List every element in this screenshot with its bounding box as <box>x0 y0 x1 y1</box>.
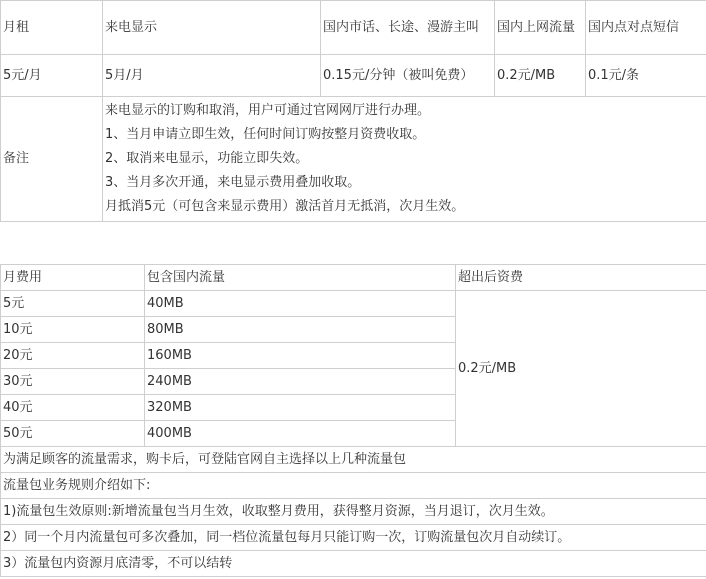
monthly-fee-cell: 50元 <box>1 421 145 447</box>
monthly-fee-cell: 40元 <box>1 395 145 421</box>
note-row <box>1 447 706 473</box>
note-row <box>1 525 706 551</box>
overage-rate-cell: 0.2元/MB <box>456 291 706 447</box>
remark-line: 1、当月申请立即生效，任何时间订购按整月资费收取。 <box>105 127 426 142</box>
included-data-cell: 40MB <box>145 291 456 317</box>
remark-line: 来电显示的订购和取消，用户可通过官网网厅进行办理。 <box>105 103 431 118</box>
data-pack-table <box>0 264 706 577</box>
note-line: 流量包业务规则介绍如下: <box>1 473 706 499</box>
table-row <box>1 291 706 317</box>
included-data-cell: 160MB <box>145 343 456 369</box>
remark-line: 2、取消来电显示，功能立即失效。 <box>105 151 309 166</box>
value-domestic-calls: 0.15元/分钟（被叫免费） <box>321 55 495 97</box>
remark-line: 3、当月多次开通，来电显示费用叠加收取。 <box>105 175 361 190</box>
monthly-fee-cell: 5元 <box>1 291 145 317</box>
remark-content <box>103 97 706 222</box>
value-caller-id: 5月/月 <box>103 55 321 97</box>
note-line: 为满足顾客的流量需求，购卡后，可登陆官网自主选择以上几种流量包 <box>1 447 706 473</box>
plan-value-row <box>1 55 706 97</box>
remark-row <box>1 97 706 222</box>
remark-line: 月抵消5元（可包含来显示费用）激活首月无抵消，次月生效。 <box>105 199 465 214</box>
monthly-fee-cell: 20元 <box>1 343 145 369</box>
header-monthly-fee: 月费用 <box>1 265 145 291</box>
note-line: 1)流量包生效原则:新增流量包当月生效，收取整月费用，获得整月资源，当月退订，次月生效。 <box>1 499 706 525</box>
data-header-row <box>1 265 706 291</box>
included-data-cell: 320MB <box>145 395 456 421</box>
note-line: 2）同一个月内流量包可多次叠加，同一档位流量包每月只能订购一次，订购流量包次月自动续订。 <box>1 525 706 551</box>
header-caller-id: 来电显示 <box>103 1 321 55</box>
note-line: 3）流量包内资源月底清零，不可以结转 <box>1 551 706 577</box>
note-row <box>1 499 706 525</box>
header-domestic-calls: 国内市话、长途、漫游主叫 <box>321 1 495 55</box>
value-domestic-sms: 0.1元/条 <box>586 55 706 97</box>
note-row <box>1 473 706 499</box>
plan-header-row <box>1 1 706 55</box>
header-domestic-sms: 国内点对点短信 <box>586 1 706 55</box>
monthly-fee-cell: 10元 <box>1 317 145 343</box>
included-data-cell: 400MB <box>145 421 456 447</box>
header-included-data: 包含国内流量 <box>145 265 456 291</box>
included-data-cell: 240MB <box>145 369 456 395</box>
value-domestic-data: 0.2元/MB <box>495 55 586 97</box>
value-monthly-rent: 5元/月 <box>1 55 103 97</box>
note-row <box>1 551 706 577</box>
plan-table <box>0 0 706 222</box>
header-domestic-data: 国内上网流量 <box>495 1 586 55</box>
included-data-cell: 80MB <box>145 317 456 343</box>
remark-label: 备注 <box>1 97 103 222</box>
header-overage-rate: 超出后资费 <box>456 265 706 291</box>
header-monthly-rent: 月租 <box>1 1 103 55</box>
monthly-fee-cell: 30元 <box>1 369 145 395</box>
